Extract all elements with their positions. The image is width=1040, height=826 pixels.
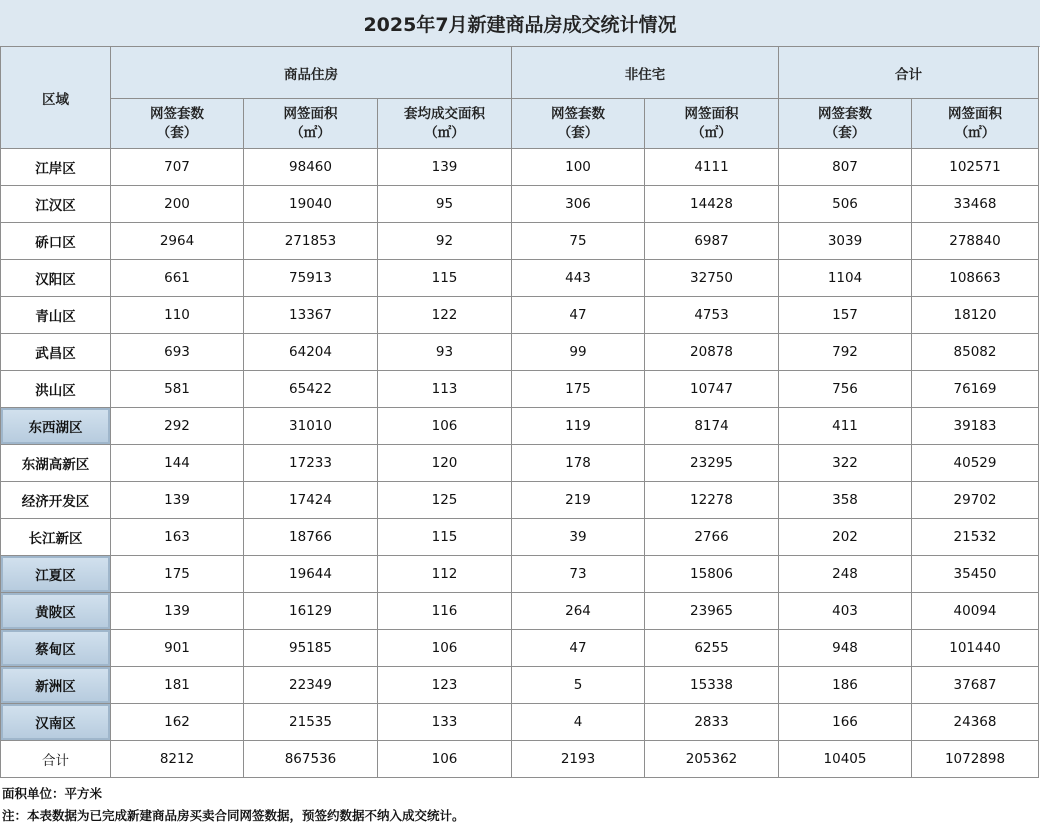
value-cell: 133 — [378, 704, 512, 741]
table-row — [1, 519, 1039, 556]
table-row — [1, 186, 1039, 223]
table-row — [1, 334, 1039, 371]
value-cell: 31010 — [244, 408, 378, 445]
value-cell: 661 — [111, 260, 244, 297]
value-cell: 306 — [512, 186, 645, 223]
region-cell: 江岸区 — [1, 149, 111, 186]
value-cell: 95185 — [244, 630, 378, 667]
table-row — [1, 445, 1039, 482]
value-cell: 12278 — [645, 482, 779, 519]
value-cell: 113 — [378, 371, 512, 408]
value-cell: 411 — [779, 408, 912, 445]
value-cell: 205362 — [645, 741, 779, 778]
value-cell: 116 — [378, 593, 512, 630]
value-cell: 106 — [378, 408, 512, 445]
value-cell: 115 — [378, 260, 512, 297]
value-cell: 16129 — [244, 593, 378, 630]
value-cell: 65422 — [244, 371, 378, 408]
value-cell: 4111 — [645, 149, 779, 186]
value-cell: 278840 — [912, 223, 1039, 260]
tot-area-header: 网签面积 （㎡） — [912, 99, 1039, 149]
value-cell: 21535 — [244, 704, 378, 741]
region-cell: 汉阳区 — [1, 260, 111, 297]
stats-table — [0, 46, 1039, 778]
value-cell: 358 — [779, 482, 912, 519]
value-cell: 901 — [111, 630, 244, 667]
region-cell: 武昌区 — [1, 334, 111, 371]
value-cell: 756 — [779, 371, 912, 408]
value-cell: 4753 — [645, 297, 779, 334]
value-cell: 120 — [378, 445, 512, 482]
value-cell: 106 — [378, 741, 512, 778]
value-cell: 867536 — [244, 741, 378, 778]
value-cell: 24368 — [912, 704, 1039, 741]
value-cell: 18766 — [244, 519, 378, 556]
value-cell: 20878 — [645, 334, 779, 371]
total-label: 合计 — [1, 741, 111, 778]
value-cell: 15806 — [645, 556, 779, 593]
value-cell: 200 — [111, 186, 244, 223]
value-cell: 139 — [111, 593, 244, 630]
table-row — [1, 260, 1039, 297]
value-cell: 139 — [111, 482, 244, 519]
value-cell: 92 — [378, 223, 512, 260]
value-cell: 40529 — [912, 445, 1039, 482]
table-row — [1, 408, 1039, 445]
value-cell: 98460 — [244, 149, 378, 186]
value-cell: 19644 — [244, 556, 378, 593]
table-row — [1, 556, 1039, 593]
value-cell: 19040 — [244, 186, 378, 223]
value-cell: 4 — [512, 704, 645, 741]
unit-note: 面积单位：平方米 — [2, 786, 103, 801]
region-cell: 东湖高新区 — [1, 445, 111, 482]
value-cell: 23295 — [645, 445, 779, 482]
region-cell: 洪山区 — [1, 371, 111, 408]
value-cell: 1104 — [779, 260, 912, 297]
table-row — [1, 482, 1039, 519]
region-cell: 经济开发区 — [1, 482, 111, 519]
value-cell: 21532 — [912, 519, 1039, 556]
value-cell: 10747 — [645, 371, 779, 408]
value-cell: 693 — [111, 334, 244, 371]
value-cell: 202 — [779, 519, 912, 556]
value-cell: 115 — [378, 519, 512, 556]
value-cell: 76169 — [912, 371, 1039, 408]
value-cell: 85082 — [912, 334, 1039, 371]
region-cell: 长江新区 — [1, 519, 111, 556]
table-row — [1, 704, 1039, 741]
value-cell: 163 — [111, 519, 244, 556]
value-cell: 219 — [512, 482, 645, 519]
value-cell: 807 — [779, 149, 912, 186]
value-cell: 17424 — [244, 482, 378, 519]
region-cell: 新洲区 — [1, 667, 111, 704]
value-cell: 178 — [512, 445, 645, 482]
region-cell: 江夏区 — [1, 556, 111, 593]
value-cell: 707 — [111, 149, 244, 186]
value-cell: 10405 — [779, 741, 912, 778]
value-cell: 22349 — [244, 667, 378, 704]
value-cell: 2964 — [111, 223, 244, 260]
value-cell: 106 — [378, 630, 512, 667]
region-cell: 硚口区 — [1, 223, 111, 260]
value-cell: 14428 — [645, 186, 779, 223]
value-cell: 506 — [779, 186, 912, 223]
value-cell: 32750 — [645, 260, 779, 297]
value-cell: 33468 — [912, 186, 1039, 223]
res-avg-header: 套均成交面积 （㎡） — [378, 99, 512, 149]
value-cell: 73 — [512, 556, 645, 593]
value-cell: 2766 — [645, 519, 779, 556]
value-cell: 110 — [111, 297, 244, 334]
res-area-header: 网签面积 （㎡） — [244, 99, 378, 149]
value-cell: 101440 — [912, 630, 1039, 667]
region-cell: 汉南区 — [1, 704, 111, 741]
value-cell: 108663 — [912, 260, 1039, 297]
table-row — [1, 297, 1039, 334]
value-cell: 29702 — [912, 482, 1039, 519]
value-cell: 2833 — [645, 704, 779, 741]
value-cell: 13367 — [244, 297, 378, 334]
value-cell: 15338 — [645, 667, 779, 704]
value-cell: 322 — [779, 445, 912, 482]
value-cell: 292 — [111, 408, 244, 445]
non-units-header: 网签套数 （套） — [512, 99, 645, 149]
value-cell: 119 — [512, 408, 645, 445]
nonresidential-group-header: 非住宅 — [512, 47, 779, 99]
value-cell: 8174 — [645, 408, 779, 445]
region-cell: 蔡甸区 — [1, 630, 111, 667]
value-cell: 75913 — [244, 260, 378, 297]
value-cell: 47 — [512, 297, 645, 334]
value-cell: 139 — [378, 149, 512, 186]
value-cell: 5 — [512, 667, 645, 704]
value-cell: 122 — [378, 297, 512, 334]
value-cell: 17233 — [244, 445, 378, 482]
region-cell: 东西湖区 — [1, 408, 111, 445]
value-cell: 23965 — [645, 593, 779, 630]
table-row — [1, 223, 1039, 260]
value-cell: 948 — [779, 630, 912, 667]
value-cell: 102571 — [912, 149, 1039, 186]
region-cell: 江汉区 — [1, 186, 111, 223]
value-cell: 64204 — [244, 334, 378, 371]
table-body — [1, 149, 1039, 778]
total-row — [1, 741, 1039, 778]
value-cell: 248 — [779, 556, 912, 593]
value-cell: 181 — [111, 667, 244, 704]
value-cell: 112 — [378, 556, 512, 593]
value-cell: 2193 — [512, 741, 645, 778]
table-row — [1, 667, 1039, 704]
value-cell: 581 — [111, 371, 244, 408]
value-cell: 39 — [512, 519, 645, 556]
table-row — [1, 593, 1039, 630]
value-cell: 39183 — [912, 408, 1039, 445]
value-cell: 792 — [779, 334, 912, 371]
res-units-header: 网签套数 （套） — [111, 99, 244, 149]
region-cell: 黄陂区 — [1, 593, 111, 630]
value-cell: 264 — [512, 593, 645, 630]
table-title: 2025年7月新建商品房成交统计情况 — [0, 0, 1040, 47]
total-group-header: 合计 — [779, 47, 1039, 99]
value-cell: 3039 — [779, 223, 912, 260]
region-cell: 青山区 — [1, 297, 111, 334]
value-cell: 18120 — [912, 297, 1039, 334]
residential-group-header: 商品住房 — [111, 47, 512, 99]
value-cell: 75 — [512, 223, 645, 260]
value-cell: 162 — [111, 704, 244, 741]
value-cell: 123 — [378, 667, 512, 704]
value-cell: 1072898 — [912, 741, 1039, 778]
value-cell: 157 — [779, 297, 912, 334]
value-cell: 144 — [111, 445, 244, 482]
non-area-header: 网签面积 （㎡） — [645, 99, 779, 149]
region-header: 区域 — [1, 47, 111, 149]
value-cell: 8212 — [111, 741, 244, 778]
remark-note: 注：本表数据为已完成新建商品房买卖合同网签数据，预签约数据不纳入成交统计。 — [2, 808, 465, 823]
value-cell: 37687 — [912, 667, 1039, 704]
value-cell: 100 — [512, 149, 645, 186]
value-cell: 6255 — [645, 630, 779, 667]
value-cell: 175 — [512, 371, 645, 408]
value-cell: 443 — [512, 260, 645, 297]
value-cell: 47 — [512, 630, 645, 667]
value-cell: 175 — [111, 556, 244, 593]
tot-units-header: 网签套数 （套） — [779, 99, 912, 149]
value-cell: 40094 — [912, 593, 1039, 630]
table-row — [1, 149, 1039, 186]
value-cell: 125 — [378, 482, 512, 519]
value-cell: 35450 — [912, 556, 1039, 593]
value-cell: 93 — [378, 334, 512, 371]
value-cell: 95 — [378, 186, 512, 223]
value-cell: 186 — [779, 667, 912, 704]
table-row — [1, 371, 1039, 408]
value-cell: 403 — [779, 593, 912, 630]
value-cell: 99 — [512, 334, 645, 371]
value-cell: 271853 — [244, 223, 378, 260]
value-cell: 166 — [779, 704, 912, 741]
value-cell: 6987 — [645, 223, 779, 260]
table-row — [1, 630, 1039, 667]
